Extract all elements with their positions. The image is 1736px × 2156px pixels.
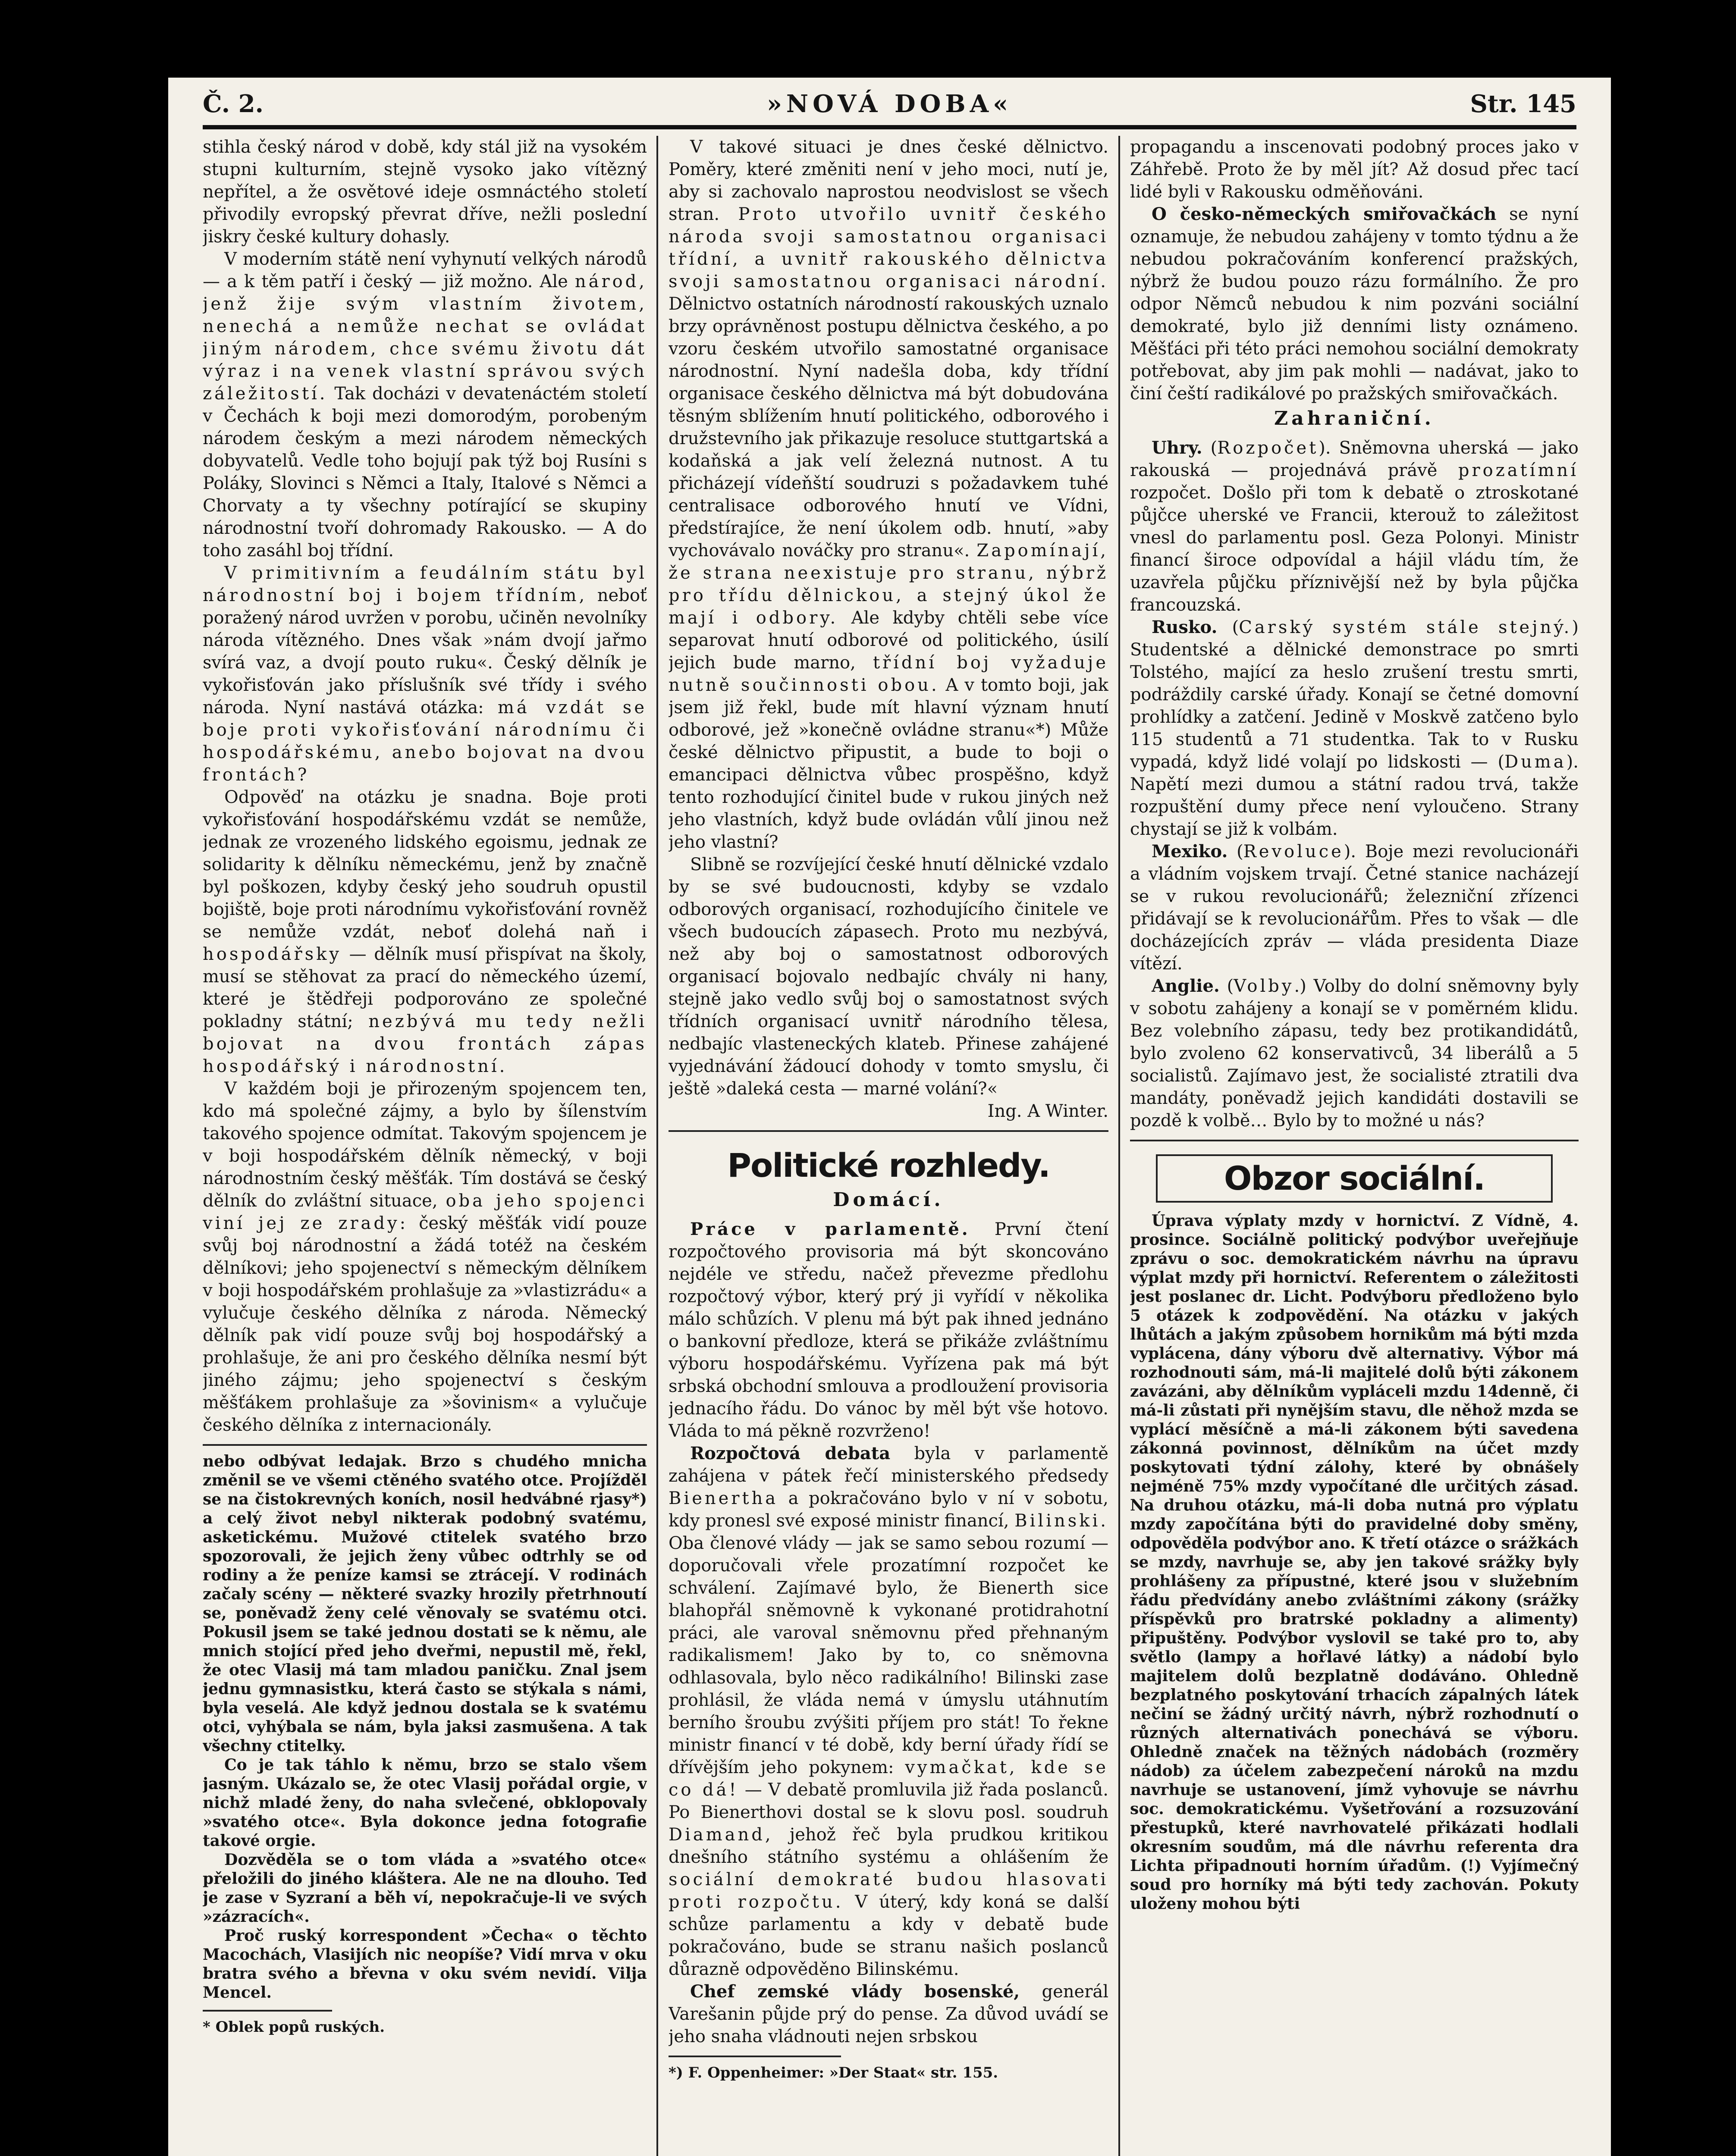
text: ( [1217, 617, 1239, 637]
spaced-text: vymačkat, kde se co dá! [669, 1758, 1108, 1800]
spaced-text: třídní boj vyžaduje nutně součinnosti obou. [669, 653, 1108, 695]
spaced-text: V primitivním a feudálním státu byl národnostní boj i bojem třídním, [203, 563, 647, 605]
col3-paragraph-5 [1130, 840, 1579, 975]
page-number: Str. 145 [1470, 90, 1576, 118]
text: rozpočet. Došlo při tom k debatě o ztroskotané půjčce uherské ve Francii, kterouž to záležitost vnesl do parlamentu posl. Geza Polonyi. Ministr financí široce odpovídal a hájil vládu tím, že uzavřela půjčku příznivější než by byla půjčka francouzská. [1130, 483, 1579, 615]
text: Ale kdyby chtěli sebe více separovat hnutí odborové od politického, úsilí jejich bude marno, [669, 608, 1108, 673]
item-heading: Uhry. [1152, 438, 1202, 458]
column-2 [669, 136, 1108, 2156]
text: generál Varešanin půjde prý do pense. Za důvod uvádí se jeho snaha vládnouti nejen srbskou [669, 1982, 1108, 2046]
subsection-foreign: Zahraniční. [1274, 407, 1435, 429]
column-divider-2 [1118, 136, 1120, 2156]
section-rule [1130, 1140, 1579, 1141]
text: ( [1219, 976, 1234, 996]
item-heading: Rozpočtová debata [690, 1443, 891, 1463]
spaced-text: Proto utvořilo uvnitř českého národa svoji samostatnou organisaci třídní, a uvnitř rakouského dělnictva svoji samostatnou organisaci národní. [669, 204, 1108, 291]
col3-paragraph-4 [1130, 616, 1579, 840]
text: ). Napětí mezi dumou a státní radou trvá, takže rozpuštění dumy přece není vyloučeno. Strany chystají se již k volbám. [1130, 752, 1579, 839]
text: V každém boji je přirozeným spojencem ten, kdo má společné zájmy, a bylo by šílenstvím takového spojence odmítat. Takovým spojencem je v boji hospodářském dělník německý, v boji národnostním český měšťák. Tím dostává se český dělník do zvláštní situace, [203, 1079, 647, 1211]
col1-paragraph-4 [203, 786, 647, 1078]
newspaper-page [168, 78, 1611, 2156]
text: ) Studentské a dělnické demonstrace po smrti Tolstého, mající za heslo zrušení trestu smrti, podráždily carské úřady. Konají se četné domovní prohlídky a zatčení. Jedině v Moskvě zatčeno bylo 115 studentů a 71 studentka. Tak to v Rusku vypadá, když lidé volají po lidskosti — ( [1130, 617, 1579, 772]
text: ( [1227, 842, 1243, 862]
spaced-text: Diamand, [669, 1825, 773, 1845]
footnote: * Oblek popů ruských. [203, 2018, 385, 2036]
feuilleton-paragraph-3: Dozvěděla se o tom vláda a »svatého otce« přeložili do jiného kláštera. Ale ne na dlouho. Teď je zase v Syzraní a běh ví, nepokračuje-li ve svých »zázracích«. [203, 1851, 647, 1926]
text: ). Boje mezi revolucionáři a vládním vojskem trvají. Četné stanice nacházejí se v rukou revolucionářů; železniční zřízenci přidávají se k revolucionářům. Přes to však — dle docházejících zpráv — vláda presidenta Diaze vítězí. [1130, 842, 1579, 974]
text: .) Volby do dolní sněmovny byly v sobotu zahájeny a konají se v poměrném klidu. Bez volebního zápasu, tedy bez protikandidátů, bylo zvoleno 62 konservativců, 34 liberálů a 5 socialistů. Zajímavo jest, že socialisté ztratili dva mandáty, poněvadž jejich kandidáti dostavili se pozdě k volbě… Bylo by to možné u nás? [1130, 976, 1579, 1131]
spaced-text: Duma [1504, 752, 1566, 772]
footnote-rule [669, 2056, 841, 2057]
text: český měšťák vidí pouze svůj boj národnostní a žádá totéž na českém dělníkovi; jeho spojenectví s německým dělníkem v boji hospodářském prohlašuje za »vlastizrádu« a vylučuje českého dělníka z národa. Německý dělník pak vidí pouze svůj boj hospodářský a prohlašuje, že ani pro českého dělníka nesmí být jiného zájmu; jeho spojenectví s českým měšťákem prohlašuje za »šovinism« a vylučuje českého dělníka z internacionály. [203, 1213, 647, 1435]
issue-number: Č. 2. [203, 90, 264, 118]
item-heading: O česko-německých smiřovačkách [1152, 204, 1497, 224]
spaced-text: Carský systém stále stejný. [1239, 617, 1572, 637]
section-title-social: Obzor sociální. [1156, 1154, 1553, 1203]
text: Tak docházi v devatenáctém století v Čechách k boji mezi domorodým, porobeným národem českým a mezi národem německých dobyvatelů. Vedle toho bojují pak týž boj Rusíni s Poláky, Slovinci s Němci a Italy, Italové s Němci a Chorvaty a ty všechny potírající se skupiny národnostní tvoří dohromady Rakousko. — A do toho zasáhl boj třídní. [203, 384, 647, 561]
spaced-text: Zapomínají, že strana neexistuje pro stranu, nýbrž pro třídu dělnickou, a stejný úkol že mají i odbory. [669, 541, 1108, 628]
col3-paragraph-3 [1130, 437, 1579, 616]
spaced-text: Volby [1234, 976, 1294, 996]
spaced-text: hospodářsky [203, 944, 342, 964]
text: V takové situaci je dnes české dělnictvo. Poměry, které změniti není v jeho moci, nutí je, aby si zachovalo naprostou neodvislost se všech stran. [669, 137, 1108, 224]
page-header [203, 86, 1576, 125]
text: a pokračováno bylo v ní v sobotu, kdy pronesl své exposé ministr financí, [669, 1489, 1108, 1531]
col3-paragraph-6 [1130, 975, 1579, 1132]
spaced-text: nezbývá mu tedy nežli bojovat na dvou frontách zápas hospodářský i národnostní. [203, 1012, 647, 1076]
column-divider-1 [656, 136, 658, 2156]
text: neboť poražený národ uvržen v porobu, učiněn nevolníky národa vítězného. Dnes však »nám dvojí jařmo svírá vaz, a dvojí pouto ruku«. Český dělník je vykořisťován jako příslušník své třídy i svého národa. Nyní nastává otázka: [203, 586, 647, 718]
text: První čtení rozpočtového provisoria má být skoncováno nejdéle ve středu, načež převezme předlohu rozpočtový výbor, který prý ji vyřídí v několika málo schůzích. V plenu má být pak ihned jednáno o bankovní předloze, která se přikáže zvláštnímu výboru hospodářskému. Vyřízena pak má být srbská obchodní smlouva a prodloužení provisoria jednacího řádu. Do vánoc by měl být vše hotovo. Vláda to má pěkně rozvrženo! [669, 1219, 1108, 1441]
col2-paragraph-4 [669, 1442, 1108, 1981]
text: V úterý, kdy koná se další schůze parlamentu a kdy v debatě bude pokračováno, bude se stranu našich poslanců důrazně odpověděno Bilinskému. [669, 1892, 1108, 1979]
col1-paragraph-3 [203, 562, 647, 786]
spaced-text: prozatímní [1458, 461, 1579, 480]
header-rule [203, 125, 1576, 129]
text: byla v parlamentě zahájena v pátek řečí ministerského předsedy [669, 1444, 1108, 1486]
text: Odpověď na otázku je snadna. Boje proti vykořisťování hospodářskému vzdát se nemůže, jednak ze vrozeného lidského egoismu, jednak ze solidarity k dělníku německému, jenž by značně byl poškozen, kdyby český jeho soudruh opustil bojiště, boje proti národnímu vykořisťování rovněž se nemůže vzdát, neboť dolehá naň i [203, 787, 647, 942]
text: Oba členové vlády — jak se samo sebou rozumí — doporučovali vřele prozatímní rozpočet ke schválení. Zajímavé bylo, že Bienerth sice blahopřál sněmovně k vykonané protidrahotní práci, ale varoval sněmovnu před přehnaným radikalismem! Jako by to, co sněmovna odhlasovala, bylo něco radikálního! Bilinski zase prohlásil, že vláda nemá v úmyslu utáhnutím berního šroubu zvýšiti příjem pro stát! To řekne ministr financí v té době, kdy berní úřady řídí se dřívějším jeho pokynem: [669, 1533, 1108, 1777]
item-heading: Úprava výplaty mzdy v hornictví. [1152, 1212, 1460, 1230]
text: Dělnictvo ostatních národností rakouských uznalo brzy oprávněnost postupu dělnictva českého, a po vzoru českém utvořilo samostatné organisace národnostní. Nyní nadešla doba, kdy třídní organisace českého dělnictva má být dobudována těsným sblížením hnutí politického, odborového i družstevního jak přikazuje resoluce stuttgartská a kodaňská a jak velí železná nutnost. A tu přicházejí vídeňští soudruzi s požadavkem tuhé centralisace odborového hnutí ve Vídni, předstírajíce, že není úkolem odb. hnutí, »aby vychovávalo nováčky pro stranu«. [669, 294, 1108, 561]
footnote-rule [203, 1444, 647, 1446]
article-signature: Ing. A Winter. [987, 1101, 1108, 1121]
item-heading: Chef zemské vlády bosenské, [690, 1981, 1020, 2002]
spaced-text: Bilinski. [1014, 1511, 1108, 1531]
col3-paragraph-7 [1130, 1211, 1579, 1913]
col2-paragraph-1 [669, 136, 1108, 853]
col1-paragraph-2 [203, 248, 647, 562]
text: jehož řeč byla prudkou kritikou dnešního státního systému a ohlášením že [669, 1825, 1108, 1867]
footnote: *) F. Oppenheimer: »Der Staat« str. 155. [669, 2064, 998, 2081]
subsection-domestic: Domácí. [833, 1189, 944, 1211]
feuilleton-continuation [203, 1452, 647, 2037]
col3-paragraph-1: propagandu a inscenovati podobný proces jako v Záhřebě. Proto že by měl jít? Až dosud přec tací lidé byli v Rakousku odměňováni. [1130, 137, 1579, 202]
footnote-rule [203, 2010, 332, 2012]
col2-paragraph-5 [669, 1981, 1108, 2048]
col1-paragraph-1: stihla český národ v době, kdy stál již na vysokém stupni kulturním, stejně vysoko jako vítězný nepřítel, a že osvětové ideje osmnáctého století přivodily evropský převrat dříve, nežli poslední jiskry české kultury dohasly. [203, 137, 647, 247]
col3-paragraph-2 [1130, 203, 1579, 405]
spaced-text: Revoluce [1243, 842, 1344, 862]
item-heading: Práce v parlamentě. [690, 1219, 970, 1239]
feuilleton-paragraph-2: Co je tak táhlo k němu, brzo se stalo všem jasným. Ukázalo se, že otec Vlasij pořádal orgie, v nichž mladé ženy, do naha svlečené, obklopovaly »svatého otce«. Byla dokonce jedna fotografie takové orgie. [203, 1756, 647, 1850]
spaced-text: sociální demokraté budou hlasovati proti rozpočtu. [669, 1870, 1108, 1912]
spaced-text: Bienertha [669, 1489, 779, 1508]
spaced-text: oba jeho spojenci viní jej ze zrady: [203, 1191, 647, 1233]
text: se nyní oznamuje, že nebudou zahájeny v tomto týdnu a že nebudou pokračováním konferencí pražských, nýbrž že budou pouzo rázu formálního. Že pro odpor Němců nebudou k nim pozváni sociální demokraté, bylo již denními listy oznámeno. Měšťáci při této práci nemohou sociální demokraty potřebovat, aby jim pak mohli — nadávat, jako to činí čeští radikálové po pražských smiřovačkách. [1130, 204, 1579, 404]
text: Z Vídně, 4. prosince. Sociálně politický podvýbor uveřejňuje zprávu o soc. demokratickém návrhu na úpravu výplat mzdy při hornictví. Referentem o záležitosti jest poslanec dr. Licht. Podvýboru předloženo bylo 5 otázek k zodpovědění. Na otázku v jakých lhůtách a jakým způsobem hornikům má býti mzda vyplácena, dány výboru dvě alternativy. Výbor má rozhodnouti sám, má-li majitelé dolů býti zákonem zavázáni, aby dělníkům vypláceli mzdu 14denně, či má-li zůstati při nynějším stavu, dle něhož mzda se vyplácí měsíčně a má-li zákonem býti savedena zákonná povinnost, dělníkům na účet mzdy poskytovati týdní zálohy, které by obnášely nejméně 75% mzdy vypočítané dle určitých zásad. Na druhou otázku, má-li doba nutná pro výplatu mzdy započítána býti do pravidelné doby směny, odpověděla podvýbor ano. K třetí otázce o srážkách se mzdy, navrhuje se, aby jen takové srážky byly prohlášeny za přípustné, které jsou v služebním řádu předvídány anebo zvláštními zákony (srážky příspěvků pro bratrské pokladny a alimenty) připuštěny. Podvýbor vyslovil se také pro to, aby světlo (lampy a hořlavé látky) a nádobí bylo majitelem dolů bezplatně dodáváno. Ohledně bezplatného poskytování trhacích zápalných látek nečiní se žádný určitý návrh, nýbrž rozhodnutí o různých alternativách ponechává se výboru. Ohledně značek na těžných nádobách (rozměry nádob) za účelem zabezpečení nároků na mzdu navrhuje se ustanovení, jímž vyhovuje se návrhu soc. demokratickému. Vyšetřování a rozsuzování přestupků, které navrhovatelé přikázati hodlali okresním soudům, má dle návrhu referenta dra Lichta připadnouti horním úřadům. (!) Vyjímečný soud pro horníky má býti tedy zachován. Pokuty uloženy mohou býti [1130, 1212, 1579, 1913]
spaced-text: má vzdát se boje proti vykořisťování národnímu či hospodářskému, anebo bojovat na dvou frontách? [203, 698, 647, 785]
column-3 [1130, 136, 1579, 2156]
spaced-text: Rozpočet [1217, 438, 1319, 458]
col1-paragraph-5 [203, 1078, 647, 1436]
section-title-politics: Politické rozhledy. [727, 1146, 1050, 1185]
text: ( [1202, 438, 1218, 458]
item-heading: Anglie. [1152, 976, 1220, 996]
text: — V debatě promluvila již řada poslanců. Po Bienerthovi dostal se k slovu posl. soudruh [669, 1780, 1108, 1822]
item-heading: Mexiko. [1152, 841, 1228, 862]
text: A v tomto boji, jak jsem již řekl, bude mít hlavní význam hnutí odborové, jež »konečně ovládne stranu«*) Může české dělnictvo připustit, a bude to boji o emancipaci dělnictva vůbec prospěšno, když tento rozhodující činitel bude v rukou jiných než jeho vlastních, když bude ovládán vůlí jinou než jeho vlastní? [669, 675, 1108, 852]
item-heading: Rusko. [1152, 617, 1218, 637]
text: — dělník musí přispívat na školy, musí se stěhovat za prací do německého území, které je štědřeji podporováno ze společné pokladny státní; [203, 944, 647, 1031]
col2-paragraph-2: Slibně se rozvíjející české hnutí dělnické vzdalo by se své budoucnosti, kdyby se vzdalo odborových organisací, rozhodujícího činitele ve všech budoucích zápasech. Proto mu nezbývá, než aby boj o samostatnost odborových organisací bojovalo nedbajíc chvály ni hany, stejně jako vedlo svůj boj o samostatnost svých třídních organisací uvnitř národního tělesa, nedbajíc vlasteneckých klateb. Přinese zahájené vyjednávání žádoucí dohody v tomto smyslu, či ještě »daleká cesta — marné volání?« [669, 855, 1108, 1099]
column-1 [203, 136, 647, 2156]
col2-paragraph-3 [669, 1218, 1108, 1442]
newspaper-title: »NOVÁ DOBA« [766, 90, 1013, 118]
feuilleton-paragraph-4: Proč ruský korrespondent »Čecha« o těchto Macochách, Vlasijích nic neopíše? Vidí mrva v oku bratra svého a břevna v oku svém nevidí. Vilja Mencel. [203, 1927, 647, 2002]
spaced-text: národ, jenž žije svým vlastním životem, nenechá a nemůže nechat se ovládat jiným národem, chce svému životu dát výraz i na venek vlastní správou svých záležitostí. [203, 272, 647, 404]
section-rule [669, 1130, 1108, 1132]
feuilleton-paragraph-1: nebo odbývat ledajak. Brzo s chudého mnicha změnil se ve všemi ctěného svatého otce. Projížděl se na čistokrevných koních, nosil hedvábné rjasy*) a celý život nebyl nikterak podobný svatému, asketickému. Mužové ctitelek svatého brzo spozorovali, že jejich ženy vůbec odtrhly se od rodiny a že peníze kamsi se ztrácejí. V rodinách začaly scény — některé svazky hrozily přetrhnoutí se, poněvadž ženy celé věnovaly se svatému otci. Pokusil jsem se také jednou dostati se k němu, ale mnich stojící před jeho dveřmi, nepustil mě, řekl, že otec Vlasij má tam mladou paničku. Znal jsem jednu gymnasistku, která často se stýkala s námi, byla veselá. Ale když jednou dostala se k svatému otci, vyhýbala se nám, byla jaksi zasmušena. A tak všechny ctitelky. [203, 1452, 647, 1755]
text: V moderním státě není vyhynutí velkých národů — a k těm patří i český — již možno. Ale [203, 249, 647, 291]
text: ). Sněmovna uherská — jako rakouská — projednává právě [1130, 438, 1579, 480]
